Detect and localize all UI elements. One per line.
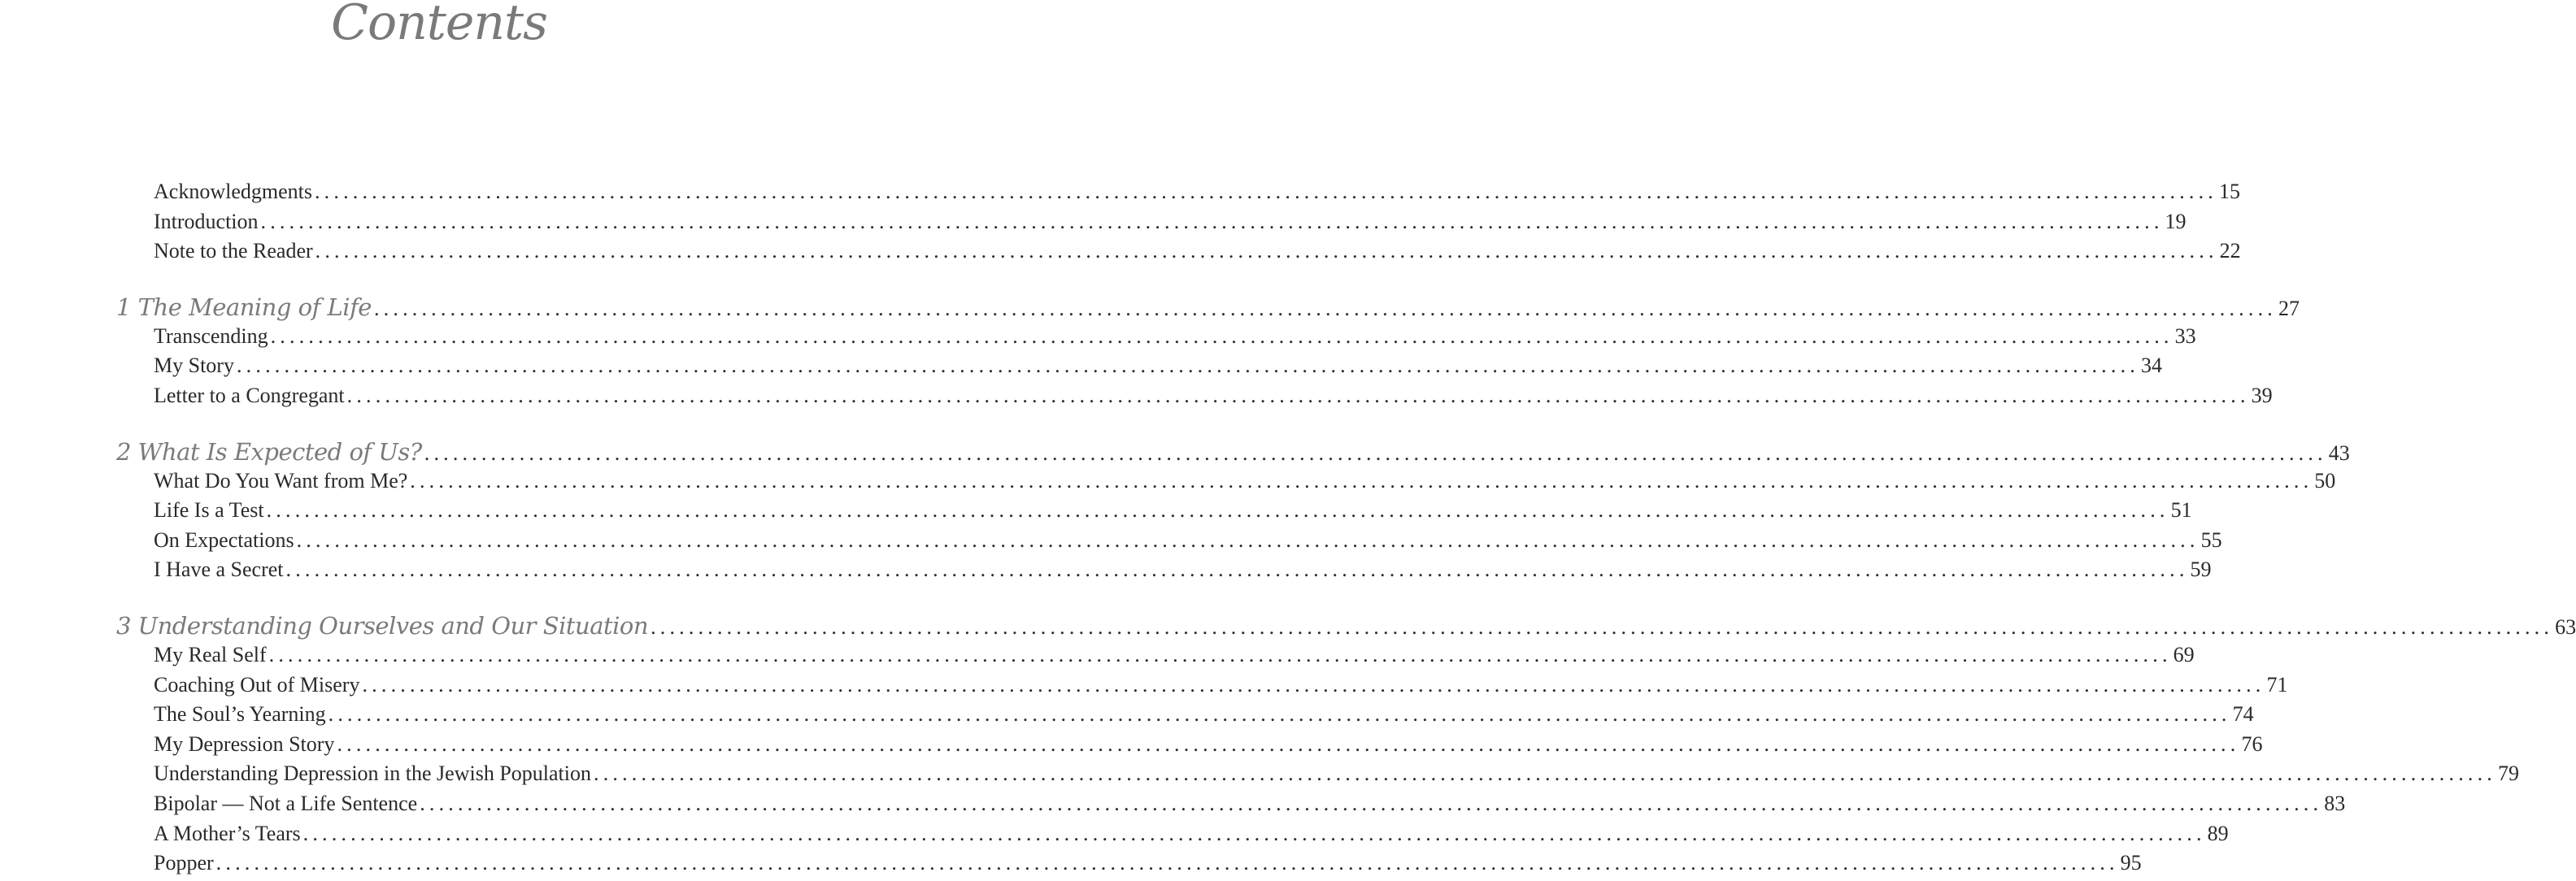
toc-page-number: 69 <box>2173 642 2195 666</box>
toc-page-number: 95 <box>2120 851 2142 875</box>
toc-entry-label: I Have a Secret <box>154 558 284 582</box>
dot-leader: ........................................................................................................................................................................................................ <box>315 239 2218 263</box>
toc-page-number: 83 <box>2324 791 2346 815</box>
page-title: Contents <box>331 0 547 51</box>
toc-page-number: 89 <box>2207 821 2229 845</box>
toc-page-number: 63 <box>2555 614 2576 639</box>
toc-entry[interactable] <box>116 383 2273 414</box>
dot-leader: ........................................................................................................................................................................................................ <box>270 323 2174 348</box>
toc-entry[interactable] <box>116 731 2263 762</box>
toc-entry-label: Note to the Reader <box>154 239 313 263</box>
chapter-heading[interactable] <box>116 611 2576 643</box>
toc-entry[interactable] <box>116 702 2254 732</box>
toc-entry[interactable] <box>116 558 2212 588</box>
toc-entry[interactable] <box>116 498 2192 528</box>
toc-entry-label: Understanding Depression in the Jewish Population <box>154 762 591 786</box>
toc-entry-label: The Soul’s Yearning <box>154 702 326 727</box>
toc-entry-label: What Do You Want from Me? <box>154 468 408 493</box>
dot-leader: ........................................................................................................................................................................................................ <box>328 702 2231 727</box>
dot-leader: ........................................................................................................................................................................................................ <box>285 558 2189 582</box>
chapter-heading[interactable] <box>116 437 2350 469</box>
toc-entry[interactable] <box>116 209 2187 240</box>
toc-entry[interactable] <box>116 180 2240 210</box>
dot-leader: ........................................................................................................................................................................................................ <box>594 762 2496 786</box>
dot-leader: ........................................................................................................................................................................................................ <box>314 180 2217 203</box>
table-of-contents <box>116 180 2576 881</box>
toc-entry-label: Acknowledgments <box>154 180 312 203</box>
toc-page-number: 79 <box>2498 762 2519 786</box>
toc-page-number: 71 <box>2266 672 2288 697</box>
toc-entry-label: My Story <box>154 354 234 378</box>
toc-page-number: 74 <box>2232 702 2254 727</box>
dot-leader: ........................................................................................................................................................................................................ <box>296 527 2200 552</box>
toc-entry-label: Transcending <box>154 323 268 348</box>
toc-entry[interactable] <box>116 527 2222 558</box>
toc-entry-label: Life Is a Test <box>154 498 264 523</box>
dot-leader: ........................................................................................................................................................................................................ <box>260 209 2164 233</box>
dot-leader: ........................................................................................................................................................................................................ <box>346 383 2250 407</box>
chapter-title: 2 What Is Expected of Us? <box>116 437 422 466</box>
toc-entry[interactable] <box>116 672 2288 703</box>
dot-leader: ........................................................................................................................................................................................................ <box>268 642 2172 666</box>
dot-leader: ........................................................................................................................................................................................................ <box>215 851 2119 875</box>
toc-entry-label: Popper <box>154 851 214 875</box>
toc-entry[interactable] <box>116 642 2195 673</box>
toc-page-number: 50 <box>2314 468 2336 493</box>
toc-entry[interactable] <box>116 354 2162 384</box>
toc-page-number: 55 <box>2200 527 2222 552</box>
toc-entry-label: On Expectations <box>154 527 294 552</box>
toc-page-number: 15 <box>2218 180 2240 203</box>
dot-leader: ........................................................................................................................................................................................................ <box>266 498 2169 523</box>
toc-entry-label: Bipolar — Not a Life Sentence <box>154 791 418 815</box>
dot-leader: ........................................................................................................................................................................................................ <box>420 791 2323 815</box>
toc-entry-label: Letter to a Congregant <box>154 383 345 407</box>
toc-entry[interactable] <box>116 821 2229 852</box>
toc-entry[interactable] <box>116 791 2346 822</box>
toc-page-number: 33 <box>2174 323 2196 348</box>
toc-entry[interactable] <box>116 851 2142 881</box>
toc-page-number: 43 <box>2328 440 2350 465</box>
toc-entry-label: My Depression Story <box>154 731 335 756</box>
dot-leader: ........................................................................................................................................................................................................ <box>651 614 2554 639</box>
toc-entry[interactable] <box>116 239 2241 269</box>
toc-page-number: 76 <box>2241 731 2263 756</box>
dot-leader: ........................................................................................................................................................................................................ <box>373 296 2277 320</box>
dot-leader: ........................................................................................................................................................................................................ <box>424 440 2327 465</box>
toc-entry[interactable] <box>116 468 2336 499</box>
toc-page-number: 22 <box>2219 239 2241 263</box>
chapter-heading[interactable] <box>116 293 2300 324</box>
toc-page-number: 39 <box>2251 383 2273 407</box>
toc-entry-label: A Mother’s Tears <box>154 821 301 845</box>
toc-page-number: 27 <box>2278 296 2300 320</box>
toc-entry[interactable] <box>116 762 2519 792</box>
dot-leader: ........................................................................................................................................................................................................ <box>236 354 2139 378</box>
toc-page-number: 34 <box>2140 354 2162 378</box>
toc-page-number: 19 <box>2165 209 2187 233</box>
chapter-title: 1 The Meaning of Life <box>116 293 372 321</box>
toc-entry[interactable] <box>116 323 2196 354</box>
dot-leader: ........................................................................................................................................................................................................ <box>410 468 2313 493</box>
dot-leader: ........................................................................................................................................................................................................ <box>362 672 2265 697</box>
dot-leader: ........................................................................................................................................................................................................ <box>337 731 2240 756</box>
toc-entry-label: Coaching Out of Misery <box>154 672 360 697</box>
toc-page-number: 59 <box>2190 558 2212 582</box>
toc-entry-label: Introduction <box>154 209 259 233</box>
toc-entry-label: My Real Self <box>154 642 267 666</box>
toc-page-number: 51 <box>2170 498 2192 523</box>
chapter-title: 3 Understanding Ourselves and Our Situation <box>116 611 649 640</box>
dot-leader: ........................................................................................................................................................................................................ <box>302 821 2206 845</box>
